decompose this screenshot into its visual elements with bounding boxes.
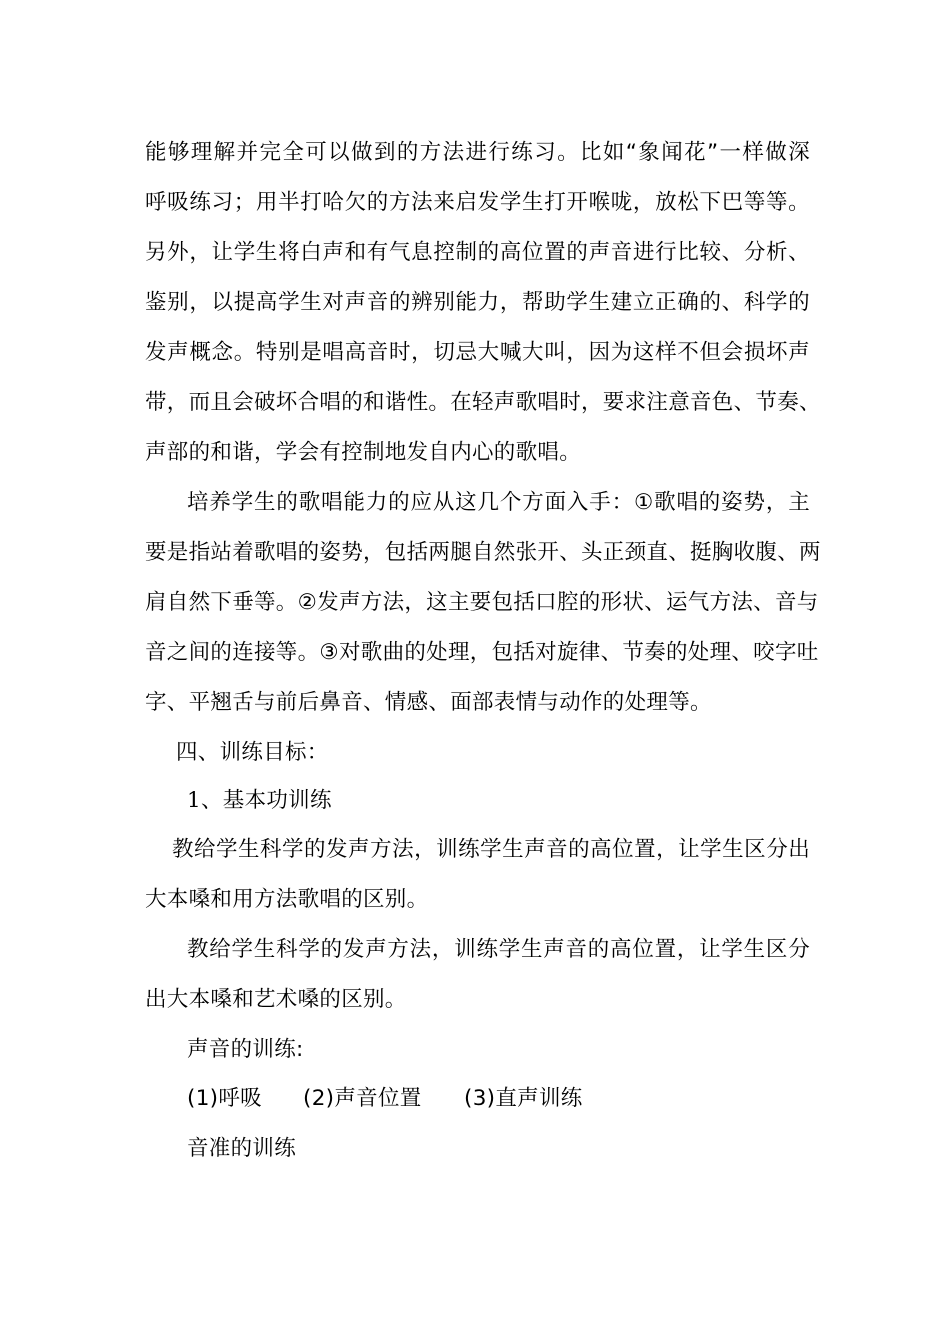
voice-training-item: (3)直声训练	[464, 1086, 583, 1111]
subheading-text: 、基本功训练	[200, 788, 332, 813]
paragraph-line: 字、平翘舌与前后鼻音、情感、面部表情与动作的处理等。	[145, 690, 712, 715]
paragraph-line: 能够理解并完全可以做到的方法进行练习。比如“象闻花”一样做深	[145, 140, 810, 165]
paragraph-line: 音之间的连接等。③对歌曲的处理，包括对旋律、节奏的处理、咬字吐	[145, 640, 819, 665]
paragraph-line: 肩自然下垂等。②发声方法，这主要包括口腔的形状、运气方法、音与	[145, 590, 819, 615]
section-heading: 四、训练目标：	[176, 740, 329, 765]
voice-training-label: 声音的训练:	[187, 1037, 304, 1062]
paragraph-line: 另外，让学生将白声和有气息控制的高位置的声音进行比较、分析、	[145, 240, 810, 265]
pitch-training-label: 音准的训练	[187, 1136, 297, 1161]
paragraph-line: 大本嗓和用方法歌唱的区别。	[145, 887, 429, 912]
paragraph-line: 呼吸练习；用半打哈欠的方法来启发学生打开喉咙，放松下巴等等。	[145, 190, 810, 215]
voice-training-items	[187, 1084, 810, 1114]
paragraph-line: 声部的和谐，学会有控制地发自内心的歌唱。	[145, 440, 582, 465]
paragraph-line: 带，而且会破坏合唱的和谐性。在轻声歌唱时，要求注意音色、节奏、	[145, 390, 821, 415]
voice-training-item: (1)呼吸	[187, 1086, 262, 1111]
paragraph-line: 出大本嗓和艺术嗓的区别。	[145, 987, 407, 1012]
paragraph-line: 鉴别，以提高学生对声音的辨别能力，帮助学生建立正确的、科学的	[145, 290, 810, 315]
voice-training-item: (2)声音位置	[303, 1086, 422, 1111]
paragraph-line: 培养学生的歌唱能力的应从这几个方面入手：①歌唱的姿势，主	[187, 490, 810, 515]
subheading-number: 1	[187, 788, 201, 813]
paragraph-line: 要是指站着歌唱的姿势，包括两腿自然张开、头正颈直、挺胸收腹、两	[145, 540, 821, 565]
paragraph-line: 教给学生科学的发声方法，训练学生声音的高位置，让学生区分出	[172, 837, 810, 862]
paragraph-line: 教给学生科学的发声方法，训练学生声音的高位置，让学生区分	[187, 937, 810, 962]
subheading	[187, 786, 810, 816]
paragraph-line: 发声概念。特别是唱高音时，切忌大喊大叫，因为这样不但会损坏声	[145, 340, 810, 365]
